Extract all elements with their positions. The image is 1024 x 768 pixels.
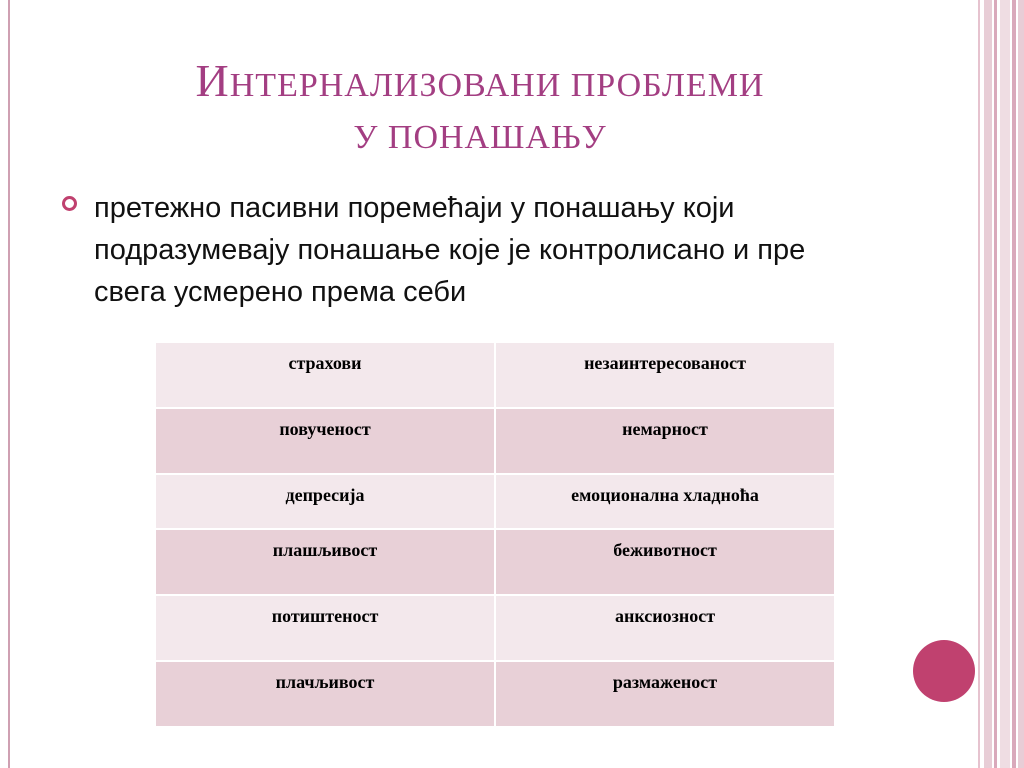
- table-row: [155, 408, 835, 474]
- title-initial-letter: И: [195, 55, 230, 106]
- table-row: [155, 595, 835, 661]
- title-line-1: НТЕРНАЛИЗОВАНИ ПРОБЛЕМИ: [229, 67, 765, 104]
- table-cell: страхови: [155, 342, 495, 408]
- slide-title: [80, 56, 880, 163]
- title-line-2: У ПОНАШАЊУ: [353, 119, 607, 156]
- bullet-circle-icon: [62, 196, 77, 211]
- table-cell: плачљивост: [155, 661, 495, 727]
- table-cell: депресија: [155, 474, 495, 529]
- bullet-item: [62, 187, 882, 313]
- table-row: [155, 661, 835, 727]
- table-cell: повученост: [155, 408, 495, 474]
- table-cell: потиштеност: [155, 595, 495, 661]
- left-frame-line: [8, 0, 10, 768]
- decorative-circle: [913, 640, 975, 702]
- table-cell: размаженост: [495, 661, 835, 727]
- table-row: [155, 529, 835, 595]
- table-cell: немарност: [495, 408, 835, 474]
- table-cell: анксиозност: [495, 595, 835, 661]
- table-cell: беживотност: [495, 529, 835, 595]
- table-row: [155, 474, 835, 529]
- right-decorative-stripes: [978, 0, 1024, 768]
- table-cell: плашљивост: [155, 529, 495, 595]
- behavior-problems-table: [154, 341, 836, 728]
- bullet-text: претежно пасивни поремећаји у понашању који подразумевају понашање које је контролисано и пре свега усмерено према себи: [94, 192, 806, 308]
- table-row: [155, 342, 835, 408]
- table-cell: незаинтересованост: [495, 342, 835, 408]
- table-cell: емоционална хладноћа: [495, 474, 835, 529]
